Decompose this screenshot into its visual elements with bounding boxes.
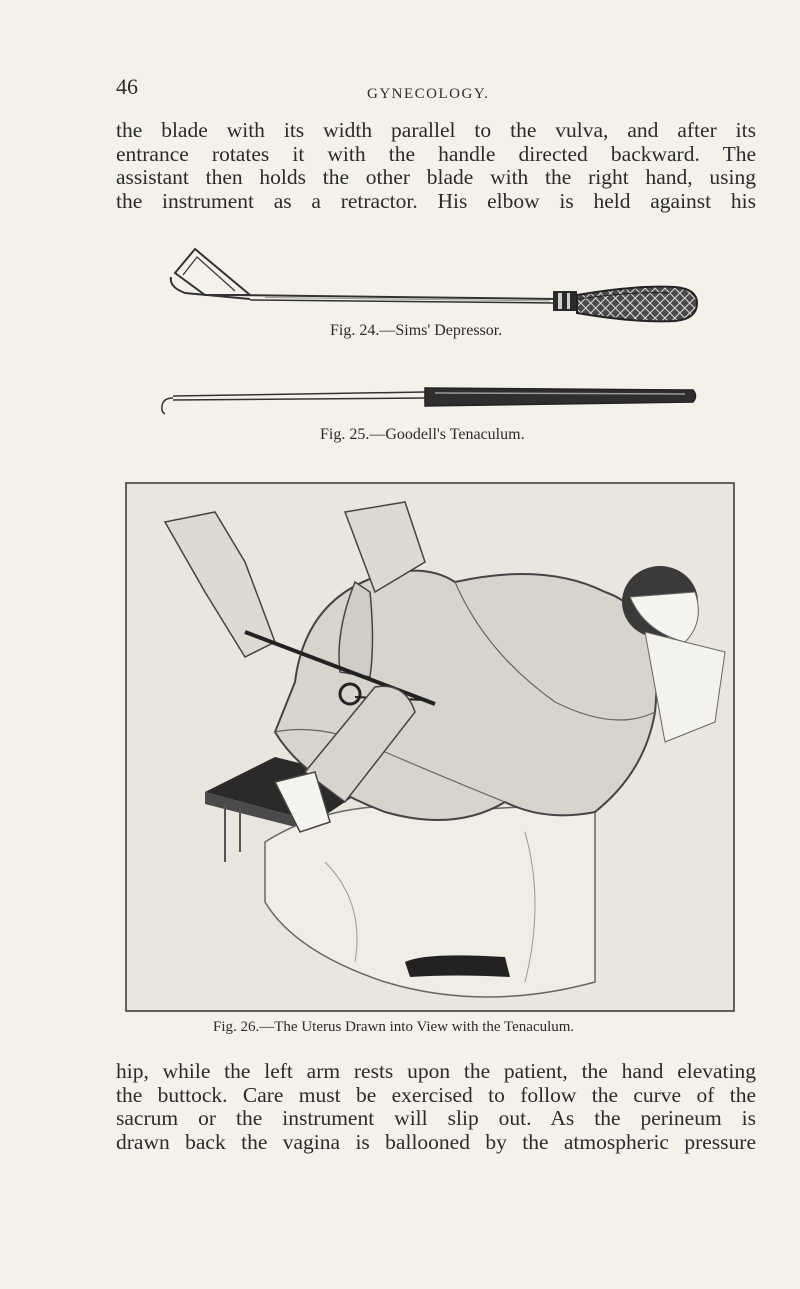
body-text-top <box>116 119 756 213</box>
text-line: entrance rotates it with the handle directed backward. The <box>116 141 756 166</box>
text-line: the buttock. Care must be exercised to follow the curve of the <box>116 1082 756 1107</box>
fig24-caption: Fig. 24.—Sims' Depressor. <box>330 322 503 339</box>
body-text-bottom <box>116 1060 756 1154</box>
fig25-caption: Fig. 25.—Goodell's Tenaculum. <box>320 426 525 443</box>
text-line: the instrument as a retractor. His elbow is held against his <box>116 188 756 213</box>
text-line: drawn back the vagina is ballooned by the atmospheric pressure <box>116 1129 756 1154</box>
fig26-caption: Fig. 26.—The Uterus Drawn into View with the Tenaculum. <box>213 1019 575 1035</box>
sims-depressor-illustration <box>165 243 700 325</box>
text-line: assistant then holds the other blade with the right hand, using <box>116 165 756 190</box>
page-number: 46 <box>116 74 138 99</box>
goodell-tenaculum-illustration <box>155 382 700 416</box>
text-line: sacrum or the instrument will slip out. As the perineum is <box>116 1106 756 1131</box>
running-head: GYNECOLOGY. <box>367 86 490 102</box>
tenaculum-procedure-illustration <box>125 482 735 1012</box>
text-line: hip, while the left arm rests upon the patient, the hand elevating <box>116 1059 756 1083</box>
text-line: the blade with its width parallel to the vulva, and after its <box>116 118 756 142</box>
